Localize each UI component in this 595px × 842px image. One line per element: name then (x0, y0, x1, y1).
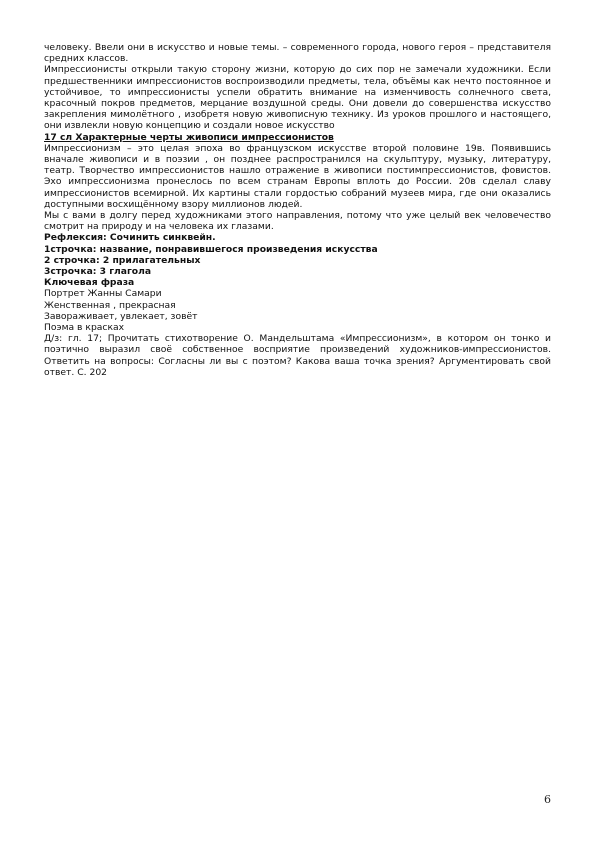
cinquain-line-2: 2 строчка: 2 прилагательных (44, 254, 201, 266)
debt-paragraph: Мы с вами в долгу перед художниками этого направления, потому что уже целый век человечество смотрит на природу и на человека их глазами. (44, 210, 551, 233)
page-number: 6 (544, 793, 551, 806)
epoch-paragraph: Импрессионизм – это целая эпоха во французском искусстве второй половине 19в. Появившись вначале живописи и в поэзии , он позднее распространился на скульптуру, музыку, литературу, театр. Творчество импрессионистов нашло отражение в живописи постимпрессионистов, фовистов. Эхо импрессионизма пронеслось по всем странам Европы вплоть до России. 20в сделал славу импрессионистов всемирной. Их картины стали гордостью собраний музеев мира, где они оказались доступными восхищённому взору миллионов людей. (44, 142, 551, 210)
section-heading: 17 сл Характерные черты живописи импрессионистов (44, 131, 334, 143)
poem-line: Женственная , прекрасная (44, 299, 176, 311)
reflection-heading: Рефлексия: Сочинить синквейн. (44, 232, 216, 244)
document-body (44, 42, 551, 378)
impressionists-paragraph: Импрессионисты открыли такую сторону жизни, которую до сих пор не замечали художники. Если предшественники импрессионистов воспроизводили предметы, тела, объёмы как нечто постоянное и устойчивое, то импрессионисты успели обратить внимание на изменчивость солнечного света, красочный покров предметов, мерцание воздушной среды. Они довели до совершенства искусство закрепления мимолётного , изобретя новую живописную технику. Из уроков прошлого и настоящего, они извлекли новую концепцию и создали новое искусство (44, 64, 551, 132)
cinquain-key-phrase: Ключевая фраза (44, 277, 135, 289)
cinquain-line-3: 3строчка: 3 глагола (44, 266, 152, 278)
cinquain-line-1: 1строчка: название, понравившегося произведения искусства (44, 243, 378, 255)
poem-line: Завораживает, увлекает, зовёт (44, 310, 198, 322)
poem-line: Поэма в красках (44, 322, 125, 334)
homework-paragraph: Д/з: гл. 17; Прочитать стихотворение О. Мандельштама «Импрессионизм», в котором он тонко и поэтично выразил своё собственное восприятие произведений художников-импрессионистов. Ответить на вопросы: Согласны ли вы с поэтом? Какова ваша точка зрения? Аргументировать свой ответ. С. 202 (44, 333, 551, 378)
poem-line: Портрет Жанны Самари (44, 288, 162, 300)
intro-paragraph: человеку. Ввели они в искусство и новые темы. – современного города, нового героя – представителя средних классов. (44, 42, 551, 65)
